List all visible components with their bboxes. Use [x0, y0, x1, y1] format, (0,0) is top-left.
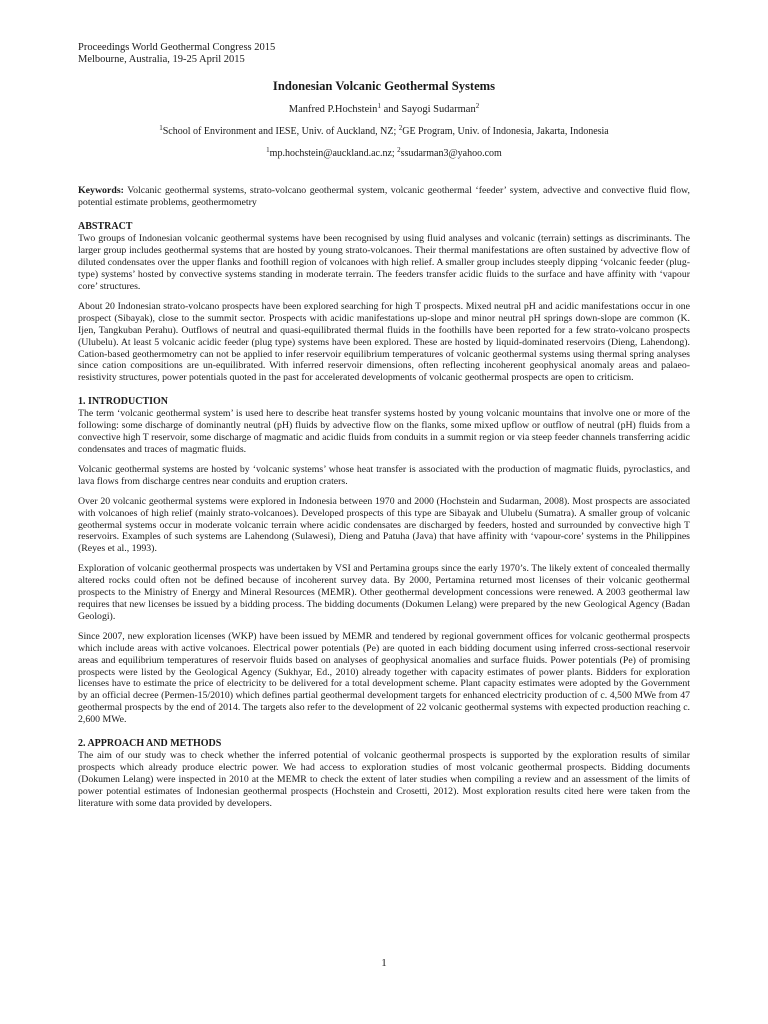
keywords — [78, 185, 690, 209]
abstract-heading: ABSTRACT — [78, 221, 133, 233]
abstract-paragraph: About 20 Indonesian strato-volcano prospects have been explored searching for high T prospects. Mixed neutral pH and acidic manifestations occur in one prospect (Sibayak), close to the summit sector. Prospects with acidic manifestations up-slope and minor neutral pH springs down-slope are common (K. Ijen, Tangkuban Perahu). Outflows of neutral and quasi-equilibrated thermal fluids in the foothills have been reported for a few strato-volcano prospects (Ulubelu). At least 5 volcanic acidic feeder (plug type) systems have been explored. These are hosted by liquid-dominated reservoirs (Dieng, Lahendong). Cation-based geothermometry can not be applied to infer reservoir equilibrium temperatures of volcanic geothermal systems using thermal spring analyses since cation compositions are un-equilibrated. With inferred reservoir dimensions, often reflecting incoherent geophysical anomaly areas and palaeo- resistivity structures, power potentials quoted in the past for accelerated developments of volcanic geothermal prospects are open to criticism. — [78, 300, 690, 384]
email-1-sup: 1 — [266, 146, 270, 154]
author-2: and Sayogi Sudarman — [380, 104, 476, 115]
introduction-paragraph: Since 2007, new exploration licenses (WKP) have been issued by MEMR and tendered by regional government offices for volcanic geothermal prospects which include areas with active volcanoes. Electrical power potentials (Pe) are quoted in each bidding document using inferred cross-sectional reservoir areas and equilibrium temperatures of reservoir fluids based on analyses of geophysical anomalies and surface fluids. Power potentials (Pe) of promising prospects were listed by the Geological Agency (Sukhyar, Ed., 2010) already together with capacity estimates of power plants. Bidders for exploration licenses have to estimate the price of electricity to be delivered for a total development scheme. Plant capacity estimates were adopted by the Government by an official decree (Permen-15/2010) which defines partial geothermal development targets for enhanced electricity production of c. 4,500 MWe from 47 geothermal prospects by the end of 2014. The targets also refer to the development of 22 volcanic geothermal systems with expected production reaching c. 2,600 MWe. — [78, 630, 690, 726]
introduction-paragraph: Exploration of volcanic geothermal prospects was undertaken by VSI and Pertamina groups since the early 1970’s. The likely extent of concealed thermally altered rocks could often not be defined because of incoherent survey data. By 2000, Pertamina returned most licenses of their volcanic geothermal prospects to the Ministry of Energy and Mineral Resources (MEMR). Other geothermal development concessions were renewed. A 2003 geothermal law requires that new licenses be issued by a bidding process. The bidding documents (Dokumen Lelang) were prepared by the new Geological Agency (Badan Geologi). — [78, 563, 690, 622]
email-1[interactable]: mp.hochstein@auckland.ac.nz; — [269, 148, 398, 159]
introduction-paragraph: Volcanic geothermal systems are hosted by ‘volcanic systems’ whose heat transfer is associated with the production of magmatic fluids, pyroclastics, and lava flows from discharge centres near conduits and eruption craters. — [78, 463, 690, 487]
authors — [78, 103, 690, 116]
introduction-heading: 1. INTRODUCTION — [78, 396, 169, 408]
proceedings-line-1: Proceedings World Geothermal Congress 2015 — [78, 42, 276, 53]
author-1-sup: 1 — [377, 102, 381, 110]
paper-page — [78, 42, 690, 810]
keywords-text: Volcanic geothermal systems, strato-volcano geothermal system, volcanic geothermal ‘feeder’ system, advective and convective fluid flow, potential estimate problems, geothermometry — [78, 185, 690, 209]
affiliation-1-sup: 1 — [159, 124, 163, 132]
paper-title: Indonesian Volcanic Geothermal Systems — [272, 79, 496, 93]
methods-paragraph: The aim of our study was to check whether the inferred potential of volcanic geothermal prospects is supported by the exploration results of similar prospects which already produce electric power. We had access to exploration studies of most volcanic geothermal prospects. Bidding documents (Dokumen Lelang) were inspected in 2010 at the MEMR to check the extent of later studies when compiling a review and an assessment of the limits of power potential estimates of Indonesian geothermal prospects (Hochstein and Crosetti, 2012). Most exploration results cited here were taken from the literature with some data provided by developers. — [78, 750, 690, 809]
email-2-sup: 2 — [397, 146, 401, 154]
keywords-label: Keywords: — [78, 185, 124, 196]
affiliations — [78, 125, 690, 138]
methods-heading: 2. APPROACH AND METHODS — [78, 738, 222, 750]
introduction-paragraph: Over 20 volcanic geothermal systems were explored in Indonesia between 1970 and 2000 (Hochstein and Sudarman, 2008). Most prospects are associated with volcanoes of high relief (mainly strato-volcanoes). Developed prospects of this type are Sibayak and Ulubelu (Sumatra). A smaller group of volcanic geothermal systems occur in moderate volcanic terrain where acidic condensates are discharged by feeders, hosted and surrounded by convective high T reservoirs. Examples of such systems are Lahendong (Sulawesi), Dieng and Patuha (Java) that have affinity with ‘vapour-core’ systems in the Philippines (Reyes et al., 1993). — [78, 495, 690, 555]
email-2[interactable]: ssudarman3@yahoo.com — [400, 148, 502, 159]
author-2-sup: 2 — [475, 102, 480, 110]
abstract-paragraph: Two groups of Indonesian volcanic geothermal systems have been recognised by using fluid analyses and volcanic (terrain) settings as discriminants. The larger group includes geothermal systems that are hosted by young strato-volcanoes. Their thermal manifestations are often sustained by advective flow of diluted condensates over the upper flanks and foothill region of volcanoes with high relief. A smaller group includes steeply dipping ‘volcanic feeder (plug-type) systems’ hosted by convective systems standing in moderate terrain. The feeders transfer acidic fluids to the surface and have affinity with ‘vapour core’ structures. — [78, 233, 690, 293]
introduction-paragraph: The term ‘volcanic geothermal system’ is used here to describe heat transfer systems hosted by young volcanic mountains that involve one or more of the following: some discharge of dominantly neutral (pH) fluids by advective flow on the flanks, some mixed upflow or outflow of neutral (pH) fluids from a convective high T reservoir, some discharge of magmatic and acidic fluids from conduits in a summit region or via steep feeder channels transferring acidic condensates and traces of magmatic fluids. — [78, 408, 690, 455]
proceedings-line-2: Melbourne, Australia, 19-25 April 2015 — [78, 54, 245, 65]
page-number: 1 — [381, 957, 387, 969]
author-1: Manfred P.Hochstein — [288, 104, 378, 115]
proceedings-header — [78, 42, 690, 66]
emails — [78, 147, 690, 160]
affiliation-2: GE Program, Univ. of Indonesia, Jakarta, Indonesia — [402, 126, 609, 137]
affiliation-1: School of Environment and IESE, Univ. of Auckland, NZ; — [162, 126, 399, 137]
affiliation-2-sup: 2 — [398, 124, 403, 132]
